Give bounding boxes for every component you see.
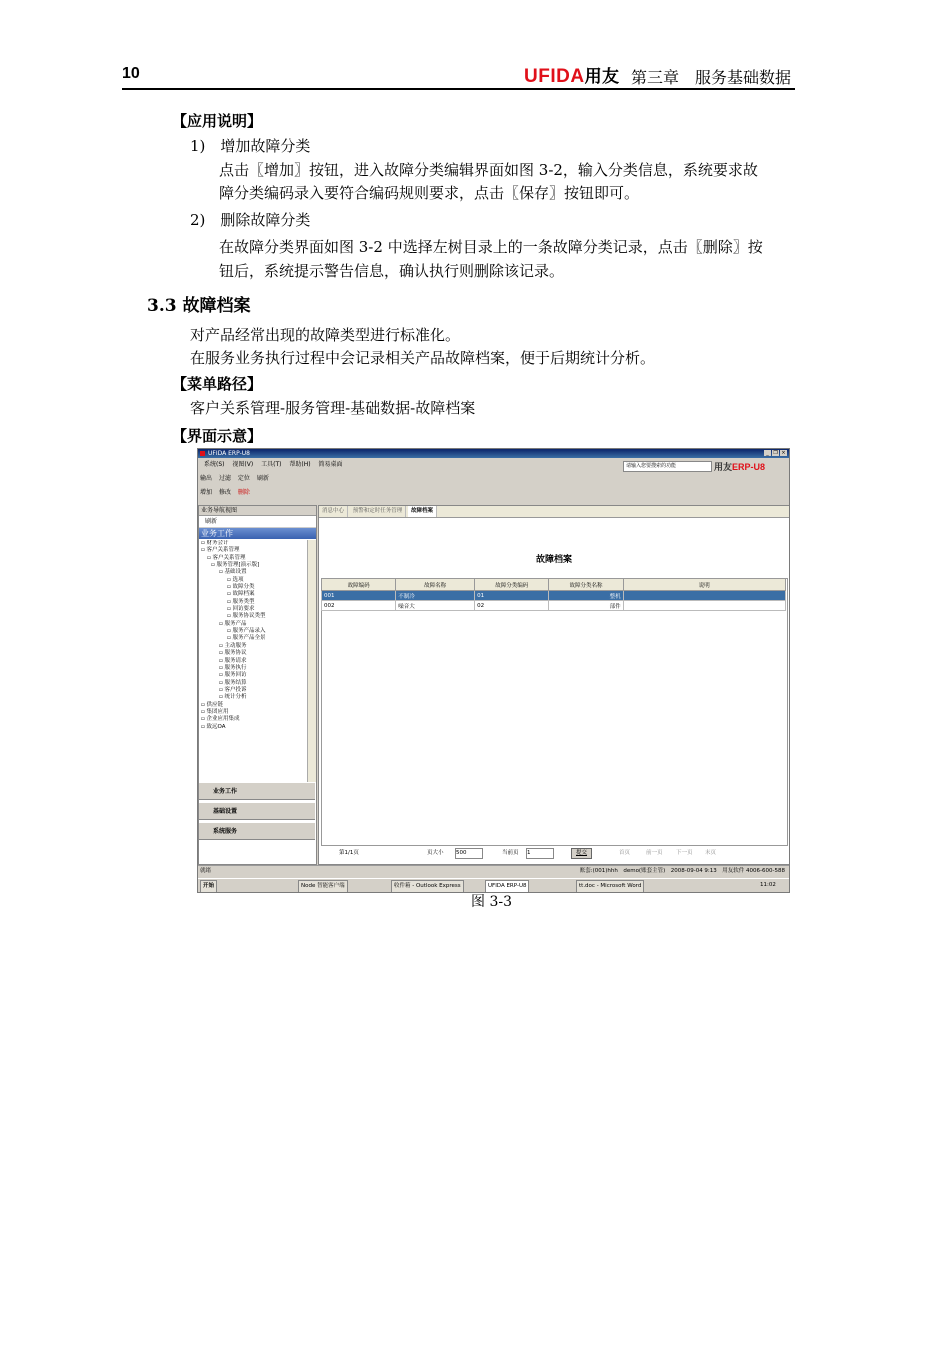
output-button[interactable]: 输出 — [200, 475, 213, 482]
tree-item[interactable]: ▫ 基础设置 — [219, 569, 247, 576]
delete-button[interactable]: 删除 — [237, 489, 250, 496]
cell: 部件 — [549, 601, 623, 611]
restore-icon[interactable]: ❐ — [773, 450, 778, 456]
tree-item[interactable]: ▫ 主动服务 — [219, 642, 247, 649]
app-icon — [200, 451, 205, 456]
locate-button[interactable]: 定位 — [237, 475, 250, 482]
menu-help[interactable]: 帮助(H) — [289, 461, 311, 468]
task-outlook[interactable]: 收件箱 - Outlook Express — [391, 880, 464, 893]
cell: 噪音大 — [396, 601, 475, 611]
tree-item[interactable]: ▫ 服务协议类型 — [227, 613, 266, 620]
nav-band: 业务工作 — [199, 528, 316, 539]
paragraph-2: 在服务业务执行过程中会记录相关产品故障档案，便于后期统计分析。 — [190, 349, 656, 367]
cell: 02 — [475, 601, 549, 611]
status-bar — [198, 865, 789, 876]
item1-line1: 点击〖增加〗按钮，进入故障分类编辑界面如图 3-2，输入分类信息，系统要求故 — [219, 161, 758, 179]
page-indicator: 第1/1页 — [339, 850, 359, 856]
nav-tab-basic-settings[interactable]: 基础设置 — [199, 802, 315, 820]
col-category-code[interactable]: 故障分类编码 — [475, 579, 549, 591]
fault-table — [321, 578, 786, 611]
item2-line2: 钮后，系统提示警告信息，确认执行则删除该记录。 — [219, 262, 565, 280]
tree-item[interactable]: ▫ 服务类型 — [227, 598, 255, 605]
nav-tab-business[interactable]: 业务工作 — [199, 782, 315, 800]
tree-item[interactable]: ▫ 集团应用 — [201, 708, 229, 715]
refresh-button[interactable]: 刷新 — [256, 475, 269, 482]
col-fault-code[interactable]: 故障编码 — [322, 579, 396, 591]
tree-item[interactable]: ▫ 服务请求 — [219, 657, 247, 664]
page-header — [122, 62, 795, 90]
tree-item[interactable]: ▫ 客户关系管理 — [201, 547, 240, 554]
item2-title: 2) 删除故障分类 — [190, 211, 311, 229]
menu-view[interactable]: 视图(V) — [232, 461, 254, 468]
clock: 11:02 — [760, 882, 776, 888]
page-number: 10 — [122, 65, 140, 82]
paragraph-1: 对产品经常出现的故障类型进行标准化。 — [190, 326, 461, 344]
toolbar-main — [200, 473, 274, 484]
col-fault-name[interactable]: 故障名称 — [396, 579, 475, 591]
cell: 整机 — [549, 591, 623, 601]
tree-item[interactable]: ▫ 客户关系管理 — [207, 554, 246, 561]
tree-item[interactable]: ▫ 选项 — [227, 576, 244, 583]
main-tabs — [319, 506, 789, 518]
tree-scrollbar[interactable] — [307, 540, 316, 782]
tree-item[interactable]: ▫ 服务结算 — [219, 679, 247, 686]
tree-item[interactable]: ▫ 故障档案 — [227, 591, 255, 598]
page-size-label: 页大小 — [427, 850, 444, 856]
table-row[interactable] — [322, 601, 786, 611]
tree-item[interactable]: ▫ 服务产品 — [219, 620, 247, 627]
tree-item[interactable]: ▫ 财务会计 — [201, 540, 229, 546]
current-page-label: 当前页 — [502, 850, 519, 856]
tab-message-center[interactable]: 消息中心 — [319, 506, 348, 517]
erp-screenshot — [197, 448, 790, 893]
item1-title: 1) 增加故障分类 — [190, 137, 311, 155]
tree-item[interactable]: ▫ 服务回访 — [219, 672, 247, 679]
prev-page-link[interactable]: 前一页 — [646, 850, 663, 856]
cell: 01 — [475, 591, 549, 601]
tree-item[interactable]: ▫ 客户投诉 — [219, 686, 247, 693]
tree-item[interactable]: ▫ 致远OA — [201, 723, 226, 730]
tree-item[interactable]: ▫ 服务产品录入 — [227, 628, 266, 635]
menu-system[interactable]: 系统(S) — [204, 461, 225, 468]
menu-tools[interactable]: 工具(T) — [261, 461, 282, 468]
status-ready: 就绪 — [200, 868, 212, 874]
section-heading: 3.3 故障档案 — [147, 296, 251, 316]
app-heading: 【应用说明】 — [172, 112, 263, 130]
minimize-icon[interactable]: _ — [764, 450, 771, 456]
tree-item[interactable]: ▫ 企业应用集成 — [201, 716, 240, 723]
search-input[interactable]: 请输入您要搜索的功能 — [623, 461, 712, 472]
nav-header: 业务导航视图 — [199, 506, 316, 516]
pager — [319, 844, 789, 862]
next-page-link[interactable]: 下一页 — [676, 850, 693, 856]
item1-line2: 障分类编码录入要符合编码规则要求，点击〖保存〗按钮即可。 — [219, 184, 640, 202]
menu-simple-desktop[interactable]: 简易桌面 — [318, 461, 343, 468]
nav-tree — [199, 540, 307, 782]
task-word[interactable]: tt.doc - Microsoft Word — [576, 880, 644, 893]
task-node-client[interactable]: Node 智能客户端 — [298, 880, 348, 893]
taskbar — [198, 878, 789, 892]
last-page-link[interactable]: 末页 — [705, 850, 717, 856]
cell: 002 — [322, 601, 396, 611]
ufida-logo: 用友ERP-U8 — [714, 462, 766, 472]
tree-item[interactable]: ▫ 服务协议 — [219, 650, 247, 657]
menu-path: 客户关系管理-服务管理-基础数据-故障档案 — [190, 399, 476, 417]
tree-item[interactable]: ▫ 供应链 — [201, 701, 223, 708]
nav-tab-system-services[interactable]: 系统服务 — [199, 822, 315, 840]
col-category-name[interactable]: 故障分类名称 — [549, 579, 623, 591]
ui-heading: 【界面示意】 — [172, 427, 263, 445]
edit-button[interactable]: 修改 — [218, 489, 231, 496]
cell — [623, 601, 785, 611]
page-size-input[interactable]: 500 — [455, 848, 483, 859]
grid-area — [321, 578, 788, 846]
cell: 001 — [322, 591, 396, 601]
filter-button[interactable]: 过滤 — [218, 475, 231, 482]
tree-item[interactable]: ▫ 服务管理[演示版] — [211, 562, 260, 569]
chapter-title: 第三章 服务基础数据 — [630, 68, 791, 87]
cell: 不制冷 — [396, 591, 475, 601]
tab-alerts[interactable]: 预警和定时任务管理 — [350, 506, 407, 517]
tree-item[interactable]: ▫ 统计分析 — [219, 694, 247, 701]
toolbar-edit — [200, 487, 255, 498]
brand-logo: UFIDA用友 — [524, 66, 620, 87]
tab-fault-archive[interactable]: 故障档案 — [408, 506, 437, 517]
figure-caption: 图 3-3 — [471, 894, 512, 910]
window-titlebar: UFIDA ERP-U8 _ ❐ × — [198, 449, 789, 458]
start-button[interactable]: 开始 — [200, 880, 217, 893]
submit-button[interactable]: 提交 — [571, 848, 592, 859]
tree-item[interactable]: ▫ 回访要求 — [227, 606, 255, 613]
tree-item[interactable]: ▫ 服务执行 — [219, 664, 247, 671]
table-row[interactable] — [322, 591, 786, 601]
task-ufida[interactable]: UFIDA ERP-U8 — [485, 880, 529, 893]
first-page-link[interactable]: 首页 — [619, 850, 631, 856]
col-description[interactable]: 说明 — [623, 579, 785, 591]
close-icon[interactable]: × — [781, 450, 786, 456]
menu-heading: 【菜单路径】 — [172, 375, 263, 393]
current-page-input[interactable]: 1 — [526, 848, 554, 859]
tree-item[interactable]: ▫ 故障分类 — [227, 584, 255, 591]
nav-panel — [198, 505, 317, 865]
main-panel — [318, 505, 790, 865]
item2-line1: 在故障分类界面如图 3-2 中选择左树目录上的一条故障分类记录，点击〖删除〗按 — [219, 238, 763, 256]
add-button[interactable]: 增加 — [200, 489, 213, 496]
main-title: 故障档案 — [535, 555, 572, 565]
cell — [623, 591, 785, 601]
tree-item[interactable]: ▫ 服务产品全景 — [227, 635, 266, 642]
nav-refresh-button[interactable]: 刷新 — [199, 516, 316, 528]
status-info: 账套:(001)hhh demo(账套主管) 2008-09-04 9:13 用友软件 4006-600-588 — [579, 868, 785, 874]
